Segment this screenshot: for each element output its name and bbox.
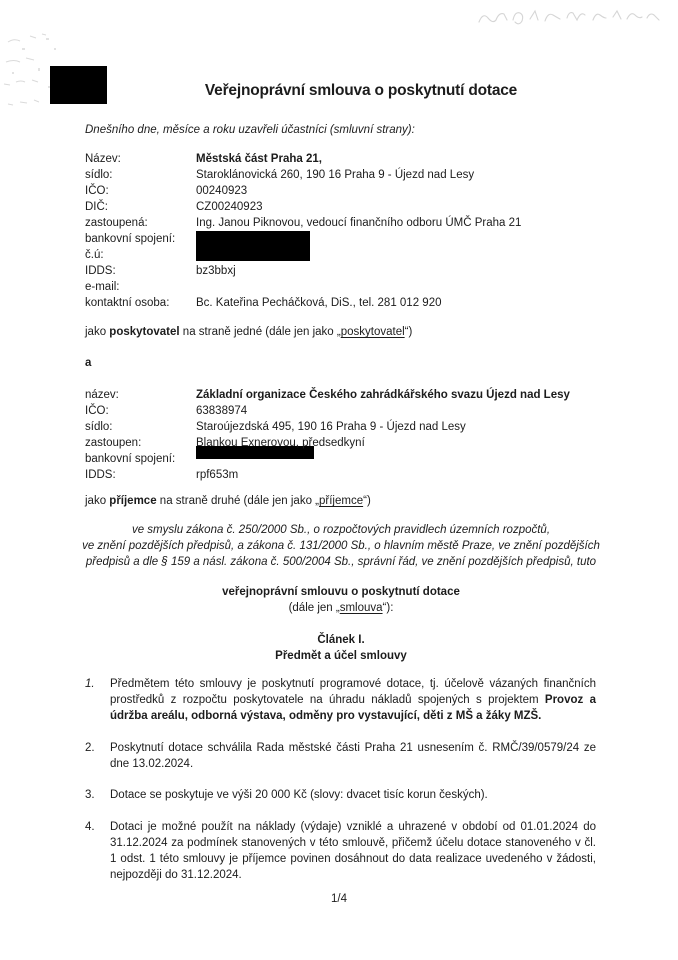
- role-middle: na straně jedné (dále jen jako „: [179, 326, 341, 338]
- field-row: [85, 199, 597, 215]
- field-label: kontaktní osoba:: [85, 297, 170, 309]
- role-middle: na straně druhé (dále jen jako „: [156, 495, 319, 507]
- recipient-role-line: [85, 493, 645, 509]
- field-label: název:: [85, 389, 119, 401]
- field-value: Staroklánovická 260, 190 16 Praha 9 - Újezd nad Lesy: [196, 169, 475, 181]
- field-value: bz3bbxj: [196, 265, 236, 277]
- field-row: [85, 387, 597, 403]
- role-prefix: jako: [85, 326, 110, 338]
- field-label: IDDS:: [85, 265, 116, 277]
- field-label: IDDS:: [85, 469, 116, 481]
- field-label: IČO:: [85, 405, 109, 417]
- role-suffix: “): [363, 495, 371, 507]
- article-clauses: [85, 676, 596, 898]
- page-number: 1/4: [331, 893, 347, 905]
- clause-text: Poskytnutí dotace schválila Rada městské části Praha 21 usnesením č. RMČ/39/0579/24 ze dne 13.02.2024.: [110, 741, 596, 770]
- alias-prefix: (dále jen „: [288, 602, 340, 614]
- contract-subject-line: veřejnoprávní smlouvu o poskytnutí dotace: [222, 586, 460, 598]
- field-label: č.ú:: [85, 249, 104, 261]
- field-row: [85, 467, 597, 483]
- alias-quoted-term: smlouva: [339, 602, 383, 614]
- field-row: [85, 403, 597, 419]
- field-value: 00240923: [196, 185, 248, 197]
- preamble-line: ve znění pozdějších předpisů, a zákona č. 131/2000 Sb., o hlavním městě Praze, ve znění pozdějších: [82, 540, 600, 553]
- field-label: zastoupen:: [85, 437, 142, 449]
- provider-details: [85, 151, 597, 311]
- field-row: [85, 451, 597, 467]
- intro-line: Dnešního dne, měsíce a roku uzavřeli účastníci (smluvní strany):: [85, 124, 415, 136]
- clause-3: [85, 787, 596, 803]
- role-prefix: jako: [85, 495, 110, 507]
- field-row: [85, 419, 597, 435]
- role-term: poskytovatel: [109, 326, 180, 338]
- field-value: Staroújezdská 495, 190 16 Praha 9 - Újezd nad Lesy: [196, 421, 466, 433]
- field-row: [85, 435, 597, 451]
- article-subheading: Předmět a účel smlouvy: [275, 650, 407, 662]
- field-value: Bc. Kateřina Pecháčková, DiS., tel. 281 012 920: [196, 297, 442, 309]
- and-separator: a: [85, 357, 92, 369]
- preamble-line: ve smyslu zákona č. 250/2000 Sb., o rozpočtových pravidlech územních rozpočtů,: [131, 524, 551, 536]
- field-label: zastoupená:: [85, 217, 148, 229]
- clause-number: 4.: [85, 820, 95, 833]
- role-quoted-term: příjemce: [319, 495, 364, 507]
- clause-text: Předmětem této smlouvy je poskytnutí programové dotace, tj. účelově vázaných finančních prostředků z rozpočtu poskytovatele na úhradu nákladů spojených s projektem Provoz a údržba areálu, odborná výstava, odměny pro vystavující, děti z MŠ a žáky MZŠ.: [110, 678, 596, 722]
- field-value-redacted: [196, 231, 597, 247]
- field-row: [85, 231, 597, 247]
- field-label: DIČ:: [85, 201, 108, 213]
- document-title: Veřejnoprávní smlouva o poskytnutí dotace: [204, 82, 518, 99]
- field-value: [196, 279, 597, 295]
- clause-text: Dotaci je možné použít na náklady (výdaje) vzniklé a uhrazené v období od 01.01.2024 do 31.12.2024 za podmínek stanovených v této smlouvě, přičemž účelu dotace stanoveného v čl. 1 odst. 1 této smlouvy je příjemce povinen dosáhnout do data realizace uvedeného v žádosti, nejpozději do 31.12.2024.: [110, 820, 596, 881]
- clause-1: [85, 676, 596, 724]
- field-label: Název:: [85, 153, 121, 165]
- field-row: [85, 151, 597, 167]
- field-label: bankovní spojení:: [85, 233, 176, 245]
- clause-text: Dotace se poskytuje ve výši 20 000 Kč (slovy: dvacet tisíc korun českých).: [110, 789, 488, 801]
- clause-number: 3.: [85, 789, 95, 801]
- field-value: Základní organizace Českého zahrádkářského svazu Újezd nad Lesy: [196, 389, 570, 401]
- legal-preamble: [41, 522, 641, 571]
- field-value: Městská část Praha 21,: [196, 153, 322, 165]
- field-value-redacted: [196, 451, 597, 467]
- field-label: e-mail:: [85, 281, 120, 293]
- clause-number: 2.: [85, 741, 95, 754]
- field-label: sídlo:: [85, 421, 113, 433]
- field-label: bankovní spojení:: [85, 453, 176, 465]
- faint-handwriting-note: [475, 4, 670, 32]
- field-value-redacted: [196, 247, 597, 263]
- redaction-logo-block: [50, 66, 107, 104]
- clause-4: [85, 819, 596, 883]
- field-label: IČO:: [85, 185, 109, 197]
- preamble-line: předpisů a dle § 159 a násl. zákona č. 500/2004 Sb., správní řád, ve znění pozdějších předpisů, tuto: [85, 556, 597, 569]
- provider-role-line: [85, 324, 645, 340]
- field-value: 63838974: [196, 405, 248, 417]
- field-row: [85, 167, 597, 183]
- recipient-details: [85, 387, 597, 483]
- role-suffix: “): [404, 326, 413, 338]
- role-term: příjemce: [109, 495, 157, 507]
- field-value: Ing. Janou Piknovou, vedoucí finančního odboru ÚMČ Praha 21: [196, 217, 522, 229]
- field-row: [85, 215, 597, 231]
- field-value: CZ00240923: [196, 201, 263, 213]
- article-heading: Článek I.: [317, 634, 365, 646]
- field-row: [85, 263, 597, 279]
- clause-number: 1.: [85, 678, 95, 690]
- field-row: [85, 247, 597, 263]
- field-value: Blankou Exnerovou, předsedkyní: [196, 437, 365, 449]
- field-row: [85, 295, 597, 311]
- contract-alias-line: [85, 600, 597, 616]
- clause-bold-project-name: Provoz a údržba areálu, odborná výstava, odměny pro vystavující, děti z MŠ a žáky MZŠ.: [110, 694, 596, 722]
- role-quoted-term: poskytovatel: [340, 326, 405, 338]
- clause-2: [85, 740, 596, 772]
- alias-suffix: “):: [382, 602, 394, 614]
- field-label: sídlo:: [85, 169, 113, 181]
- field-row: [85, 183, 597, 199]
- field-row: [85, 279, 597, 295]
- field-value: rpf653m: [196, 469, 239, 481]
